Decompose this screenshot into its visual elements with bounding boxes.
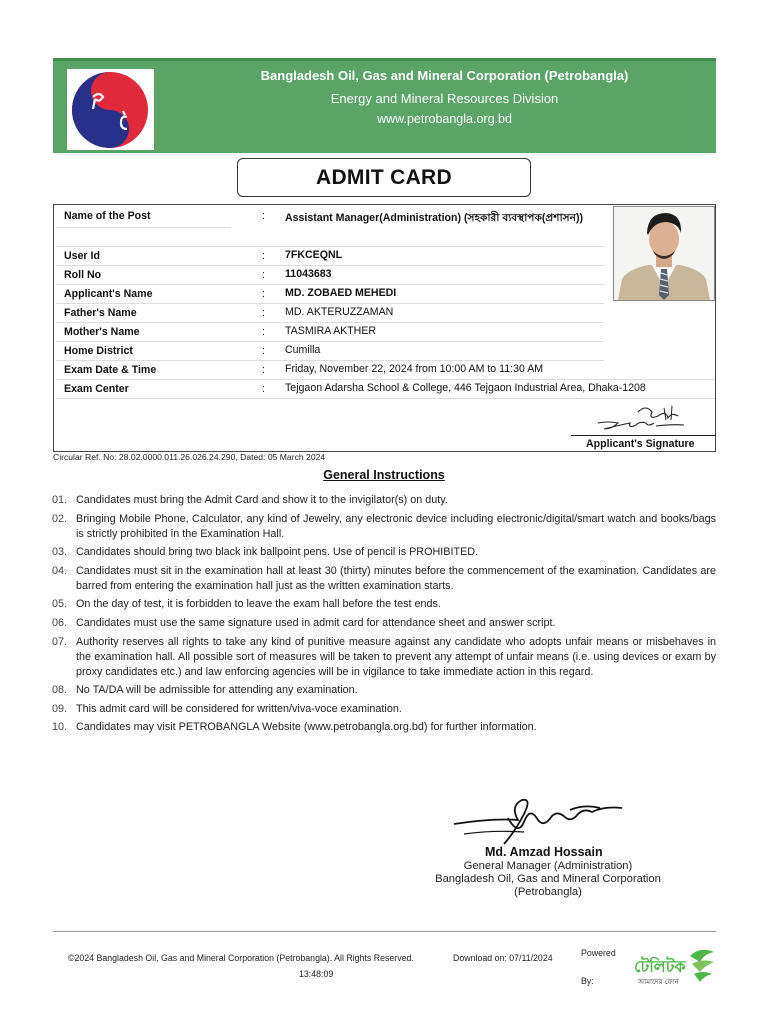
field-value-exam-date: Friday, November 22, 2024 from 10:00 AM to 11:30 AM: [285, 363, 544, 375]
applicant-signature-label: Applicant's Signature: [586, 438, 695, 450]
field-separator: :: [262, 288, 265, 300]
general-instructions-title: General Instructions: [323, 468, 445, 482]
authority-name: Md. Amzad Hossain: [485, 845, 603, 859]
field-label: Mother's Name: [64, 326, 140, 338]
instruction-item: [53, 564, 716, 594]
instruction-text: Bringing Mobile Phone, Calculator, any kind of Jewelry, any electronic device including electronic/digital/smart watch and books/bags is strictly prohibited in the Examination Hall.: [76, 512, 716, 540]
field-label: Name of the Post: [64, 210, 151, 222]
instruction-number: 10.: [52, 721, 68, 734]
field-separator: :: [262, 250, 265, 262]
field-label: Applicant's Name: [64, 288, 153, 300]
field-value-father-name: MD. AKTERUZZAMAN: [285, 306, 394, 318]
instruction-text: Candidates must bring the Admit Card and show it to the invigilator(s) on duty.: [76, 494, 448, 506]
authority-designation: General Manager (Administration): [463, 860, 633, 872]
teletalk-logo-icon: [632, 946, 716, 988]
footer-download-date: Download on: 07/11/2024: [453, 953, 553, 963]
field-value-applicant-name: MD. ZOBAED MEHEDI: [285, 287, 397, 299]
field-label: Exam Center: [64, 383, 129, 395]
row-divider: [56, 398, 715, 399]
instruction-number: 04.: [52, 564, 68, 577]
instruction-item: [53, 683, 716, 698]
field-separator: :: [262, 269, 265, 281]
footer-copyright: ©2024 Bangladesh Oil, Gas and Mineral Corporation (Petrobangla). All Rights Reserved.: [68, 953, 414, 963]
field-label: Roll No: [64, 269, 102, 281]
instruction-text: This admit card will be considered for written/viva-voce examination.: [76, 702, 402, 715]
footer-download-time: 13:48:09: [299, 969, 334, 979]
field-label: Exam Date & Time: [64, 364, 157, 376]
teletalk-brand-text: টেলিটক: [634, 957, 686, 976]
authority-signature: [450, 794, 640, 846]
division-name: Energy and Mineral Resources Division: [330, 91, 559, 106]
instruction-number: 01.: [52, 494, 68, 506]
instruction-item: [53, 597, 716, 612]
field-separator: :: [262, 364, 265, 376]
field-value-mother-name: TASMIRA AKTHER: [285, 325, 377, 337]
teletalk-tagline: আমাদের ফোন: [638, 978, 679, 986]
field-value-user-id: 7FKCEQNL: [285, 249, 343, 261]
field-label: User Id: [64, 250, 100, 262]
org-name: Bangladesh Oil, Gas and Mineral Corporation (Petrobangla): [260, 68, 629, 83]
applicant-info-box: [53, 204, 716, 452]
field-separator: :: [262, 307, 265, 319]
instruction-item: [53, 545, 716, 560]
applicant-signature-line: [571, 435, 716, 436]
authority-designation-block: [418, 860, 678, 899]
petrobangla-logo-icon: [67, 69, 154, 150]
powered-label: Powered: [581, 948, 616, 958]
instruction-number: 02.: [52, 512, 68, 525]
applicant-photo: [613, 206, 715, 301]
powered-by-label: By:: [581, 976, 594, 986]
row-divider: [56, 227, 231, 228]
field-value-home-district: Cumilla: [285, 344, 321, 356]
instruction-number: 05.: [52, 598, 68, 611]
petrobangla-logo-svg: [67, 69, 154, 150]
instruction-number: 08.: [52, 684, 68, 697]
website-url: www.petrobangla.org.bd: [377, 112, 512, 126]
field-separator: :: [262, 345, 265, 357]
instruction-number: 06.: [52, 616, 68, 629]
authority-organization: Bangladesh Oil, Gas and Mineral Corporation: [435, 873, 661, 885]
instruction-item: [53, 493, 716, 508]
applicant-photo-svg: [614, 207, 714, 300]
instructions-list: [53, 493, 716, 739]
instruction-item: [53, 616, 716, 631]
authority-short-name: (Petrobangla): [514, 886, 582, 898]
circular-reference: Circular Ref. No: 28.02.0000.011.26.026.24.290, Dated: 05 March 2024: [53, 452, 326, 462]
instruction-item: [53, 635, 716, 680]
instruction-number: 03.: [52, 546, 68, 559]
instruction-item: [53, 720, 716, 735]
field-separator: :: [262, 383, 265, 395]
field-separator: :: [262, 210, 265, 222]
field-value-post: Assistant Manager(Administration) (সহকারী ব্যবস্থাপক(প্রশাসন)): [285, 212, 584, 224]
instruction-number: 07.: [52, 635, 68, 648]
instruction-text: Candidates should bring two black ink ballpoint pens. Use of pencil is PROHIBITED.: [76, 546, 479, 559]
applicant-signature: [594, 402, 689, 434]
field-separator: :: [262, 326, 265, 338]
field-label: Home District: [64, 345, 133, 357]
admit-card-title: ADMIT CARD: [237, 158, 531, 197]
instruction-text: Candidates may visit PETROBANGLA Website (www.petrobangla.org.bd) for further information.: [76, 721, 537, 734]
instruction-text: Candidates must sit in the examination hall at least 30 (thirty) minutes before the commencement of the examination. Candidates are barred from entering the examination hall just as the written examination starts.: [76, 564, 716, 592]
instruction-text: Authority reserves all rights to take any kind of punitive measure against any candidate who adopts unfair means or misbehaves in the examination hall. All possible sort of measures will be taken to prevent any attempt of unfair means (i.e. using devices or exam by proxy candidates etc.) and law enforcing agencies will be in vigilance to take immediate action in this regard.: [76, 635, 716, 678]
header-banner: [53, 58, 716, 153]
instruction-text: Candidates must use the same signature used in admit card for attendance sheet and answer script.: [76, 616, 556, 629]
field-label: Father's Name: [64, 307, 137, 319]
instruction-text: No TA/DA will be admissible for attending any examination.: [76, 684, 358, 697]
field-value-roll-no: 11043683: [285, 268, 332, 280]
instruction-number: 09.: [52, 702, 68, 715]
instruction-text: On the day of test, it is forbidden to leave the exam hall before the test ends.: [76, 598, 441, 611]
instruction-item: [53, 702, 716, 717]
instruction-item: [53, 512, 716, 542]
field-value-exam-center: Tejgaon Adarsha School & College, 446 Tejgaon Industrial Area, Dhaka-1208: [285, 382, 646, 394]
footer-divider: [53, 931, 716, 932]
